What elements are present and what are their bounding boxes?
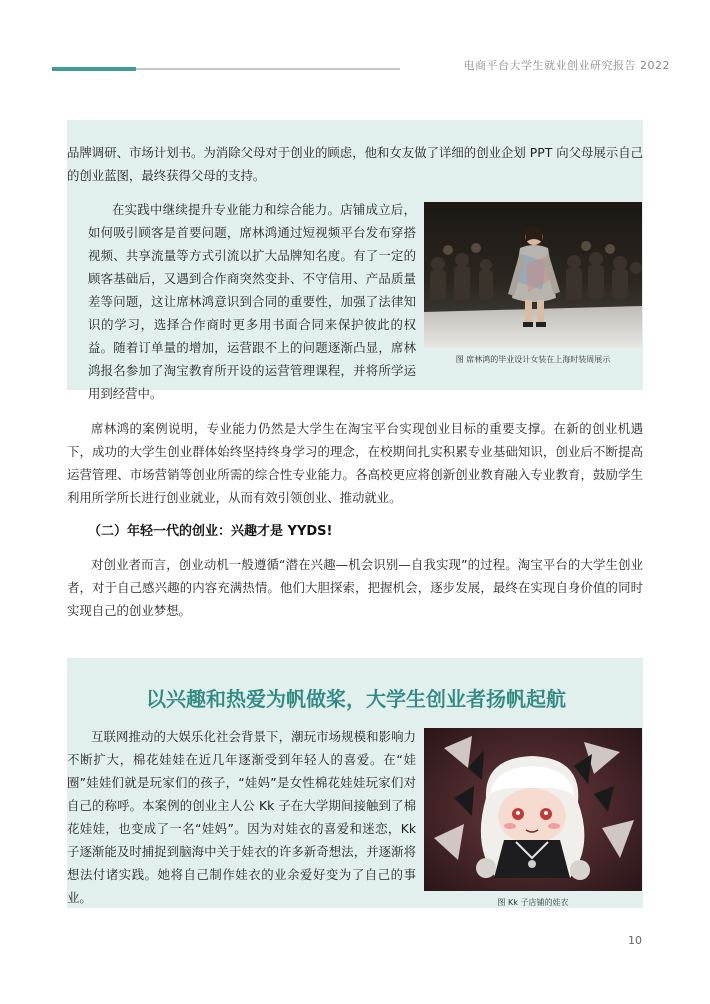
doll-photo-caption: 图 Kk 子店铺的娃衣 — [497, 898, 569, 907]
analysis-paragraph: 席林鸿的案例说明，专业能力仍然是大学生在淘宝平台实现创业目标的重要支撑。在新的创业机遇下，成功的大学生创业群体始终坚持终身学习的理念，在校期间扎实积累专业基础知识，创业后不断提高运营管理、市场营销等创业所需的综合性专业能力。各高校更应将创新创业教育融入专业教育，鼓励学生利用所学所长进行创业就业，从而有效引领创业、推动就业。 — [67, 421, 643, 505]
runway-photo-illustration — [424, 202, 642, 348]
case1-paragraph-practice: 在实践中继续提升专业能力和综合能力。店铺成立后，如何吸引顾客是首要问题，席林鸿通过短视频平台发布穿搭视频、共享流量等方式引流以扩大品牌知名度。有了一定的顾客基础后，又遇到合作商突然变卦、不守信用、产品质量差等问题，这让席林鸿意识到合同的重要性，加强了法律知识的学习，选择合作商时更多用书面合同来保护彼此的权益。随着订单量的增加，运营跟不上的问题逐渐凸显，席林鸿报名参加了淘宝教育所开设的运营管理课程，并将所学运用到经营中。 — [88, 202, 416, 401]
doll-clothing-photo — [424, 728, 642, 891]
header-accent-bar — [52, 67, 136, 71]
case2-title: 以兴趣和热爱为帆做桨，大学生创业者扬帆起航 — [146, 687, 566, 711]
fashion-show-photo-caption: 图 席林鸿的毕业设计女装在上海时装周展示 — [455, 355, 611, 364]
case1-paragraph-continued: 品牌调研、市场计划书。为消除父母对于创业的顾虑，他和女友做了详细的创业企划 PPT 向父母展示自己的创业蓝图，最终获得父母的支持。 — [67, 145, 643, 183]
fashion-show-photo — [424, 202, 642, 348]
running-header: 电商平台大学生就业创业研究报告 2022 — [463, 59, 670, 72]
case2-paragraph: 互联网推动的大娱乐化社会背景下，潮玩市场规模和影响力不断扩大，棉花娃娃在近几年逐渐受到年轻人的喜爱。在“娃圈”娃娃们就是玩家们的孩子，“娃妈”是女性棉花娃娃玩家们对自己的称呼。本案例的创业主人公 Kk 子在大学期间接触到了棉花娃娃，也变成了一名“娃妈”。因为对娃衣的喜爱和迷恋，Kk 子逐渐能及时捕捉到脑海中关于娃衣的许多新奇想法，并逐渐将想法付诸实践。她将自己制作娃衣的业余爱好变为了自己的事业。 — [67, 729, 416, 905]
doll-photo-illustration — [424, 728, 642, 891]
page-number: 10 — [628, 934, 642, 947]
motivation-paragraph: 对创业者而言，创业动机一般遵循“潜在兴趣—机会识别—自我实现”的过程。淘宝平台的大学生创业者，对于自己感兴趣的内容充满热情。他们大胆探索，把握机会，逐步发展，最终在实现自身价值的同时实现自己的创业梦想。 — [67, 557, 643, 618]
section-subheading: （二）年轻一代的创业：兴趣才是 YYDS! — [88, 524, 333, 539]
